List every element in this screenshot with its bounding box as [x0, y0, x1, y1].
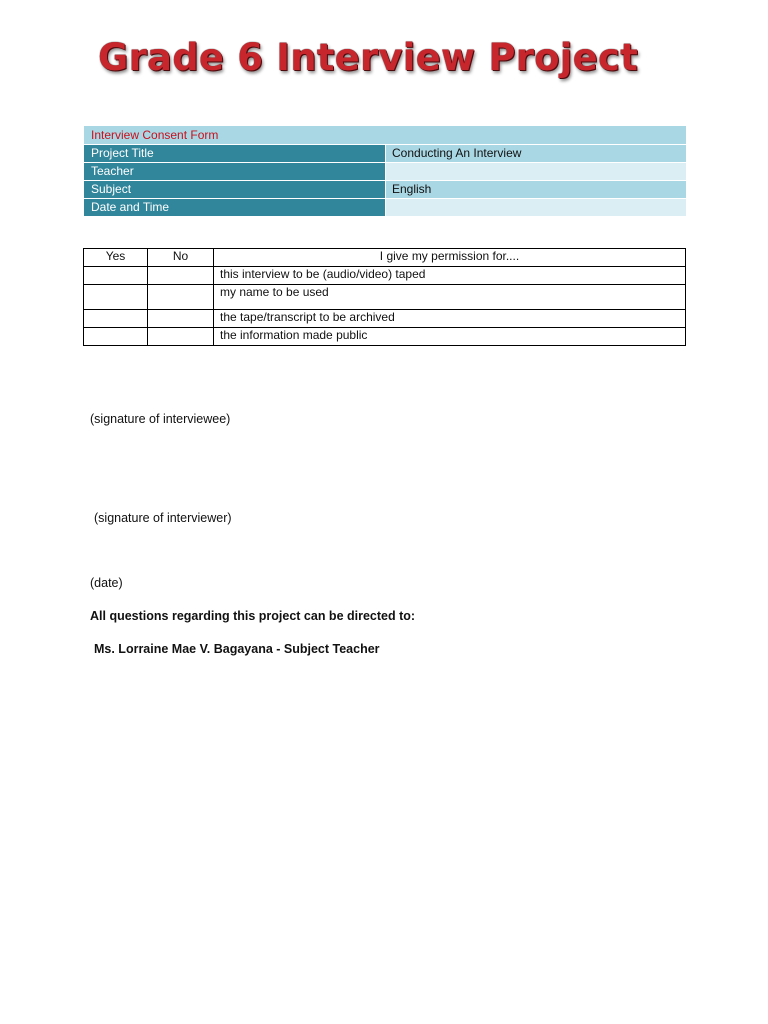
- info-label: Project Title: [84, 145, 385, 162]
- permission-header-row: [84, 249, 686, 267]
- consent-form-header: Interview Consent Form: [84, 126, 686, 144]
- permission-header: I give my permission for....: [214, 249, 686, 267]
- info-value: [386, 199, 686, 216]
- info-label: Teacher: [84, 163, 385, 180]
- info-label: Date and Time: [84, 199, 385, 216]
- info-row-date-time: [84, 199, 686, 216]
- yes-cell[interactable]: [84, 328, 148, 346]
- table-row: [84, 310, 686, 328]
- table-row: [84, 267, 686, 285]
- consent-info-table: [84, 126, 686, 217]
- permission-table: [83, 248, 686, 346]
- permission-item: the tape/transcript to be archived: [214, 310, 686, 328]
- table-row: [84, 285, 686, 310]
- yes-cell[interactable]: [84, 267, 148, 285]
- date-label: (date): [90, 576, 123, 590]
- yes-cell[interactable]: [84, 310, 148, 328]
- signature-interviewer-label: (signature of interviewer): [94, 511, 232, 525]
- yes-cell[interactable]: [84, 285, 148, 310]
- questions-note: All questions regarding this project can be directed to:: [90, 609, 416, 623]
- document-title: Grade 6 Interview Project: [98, 36, 638, 79]
- no-cell[interactable]: [148, 328, 214, 346]
- signature-interviewee-label: (signature of interviewee): [90, 412, 231, 426]
- info-value: [386, 163, 686, 180]
- no-header: No: [148, 249, 214, 267]
- table-row: [84, 328, 686, 346]
- info-row-project-title: [84, 145, 686, 162]
- permission-item: this interview to be (audio/video) taped: [214, 267, 686, 285]
- info-value: English: [386, 181, 686, 198]
- permission-item: my name to be used: [214, 285, 686, 310]
- contact-teacher: Ms. Lorraine Mae V. Bagayana - Subject Teacher: [94, 642, 380, 656]
- yes-header: Yes: [84, 249, 148, 267]
- info-row-teacher: [84, 163, 686, 180]
- no-cell[interactable]: [148, 267, 214, 285]
- no-cell[interactable]: [148, 310, 214, 328]
- info-value: Conducting An Interview: [386, 145, 686, 162]
- permission-item: the information made public: [214, 328, 686, 346]
- info-row-subject: [84, 181, 686, 198]
- no-cell[interactable]: [148, 285, 214, 310]
- info-label: Subject: [84, 181, 385, 198]
